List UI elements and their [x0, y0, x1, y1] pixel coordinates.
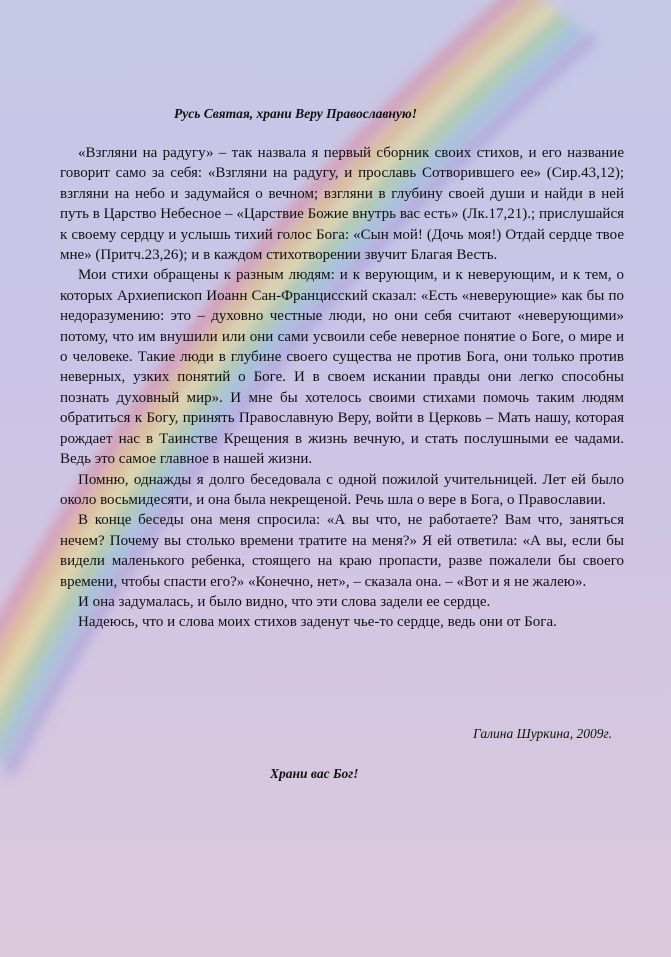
paragraph: И она задумалась, и было видно, что эти слова задели ее сердце. — [78, 593, 491, 610]
closing-blessing: Храни вас Бог! — [270, 766, 359, 781]
paragraph: В конце беседы она меня спросила: «А вы что, не работаете? Вам что, заняться нечем? Почему вы столько времени тратите на меня?» Я ей ответила: «А вы, если бы видели маленького ребенка, стоящего на краю пропасти, разве пожалели бы своего времени, чтобы спасти его?» «Конечно, нет», – сказала она. – «Вот и я не жалею». — [60, 512, 624, 590]
heading: Русь Святая, храни Веру Православную! — [174, 106, 418, 121]
paragraph: Мои стихи обращены к разным людям: и к верующим, и к неверующим, и к тем, о которых Архиепископ Иоанн Сан-Францисский сказал: «Есть «неверующие» как бы по недоразумению: это – духовно честные люди, но они себя считают «неверующими» потому, что им внушили или они сами усвоили себе неверное понятие о Боге, о мире и о человеке. Такие люди в глубине своего существа не против Бога, они только против неверных, узких понятий о Боге. И в своем искании правды они легко способны познать духовный мир». И мне бы хотелось своими стихами помочь таким людям обратиться к Богу, принять Православную Веру, войти в Церковь – Мать нашу, которая рождает нас в Таинстве Крещения в жизнь вечную, и стать послушными ее чадами. Ведь это самое главное в нашей жизни. — [60, 267, 624, 468]
signature: Галина Шуркина, 2009г. — [473, 726, 612, 741]
paragraph: Надеюсь, что и слова моих стихов заденут чье-то сердце, ведь они от Бога. — [78, 614, 557, 631]
paragraph: Помню, однажды я долго беседовала с одной пожилой учительницей. Лет ей было около восьмидесяти, и она была некрещеной. Речь шла о вере в Бога, о Православии. — [60, 471, 624, 508]
paragraph: «Взгляни на радугу» – так назвала я первый сборник своих стихов, и его название говорит само за себя: «Взгляни на радугу, и прославь Сотворившего ее» (Сир.43,12); взгляни на небо и задумайся о вечном; взгляни в глубину своей души и найди в ней путь в Царство Небесное – «Царствие Божие внутрь вас есть» (Лк.17,21).; прислушайся к своему сердцу и услышь тихий голос Бога: «Сын мой! (Дочь моя!) Отдай сердце твое мне» (Притч.23,26); и в каждом стихотворении звучит Благая Весть. — [60, 145, 624, 264]
body-text — [60, 143, 624, 633]
document-page — [60, 0, 624, 957]
